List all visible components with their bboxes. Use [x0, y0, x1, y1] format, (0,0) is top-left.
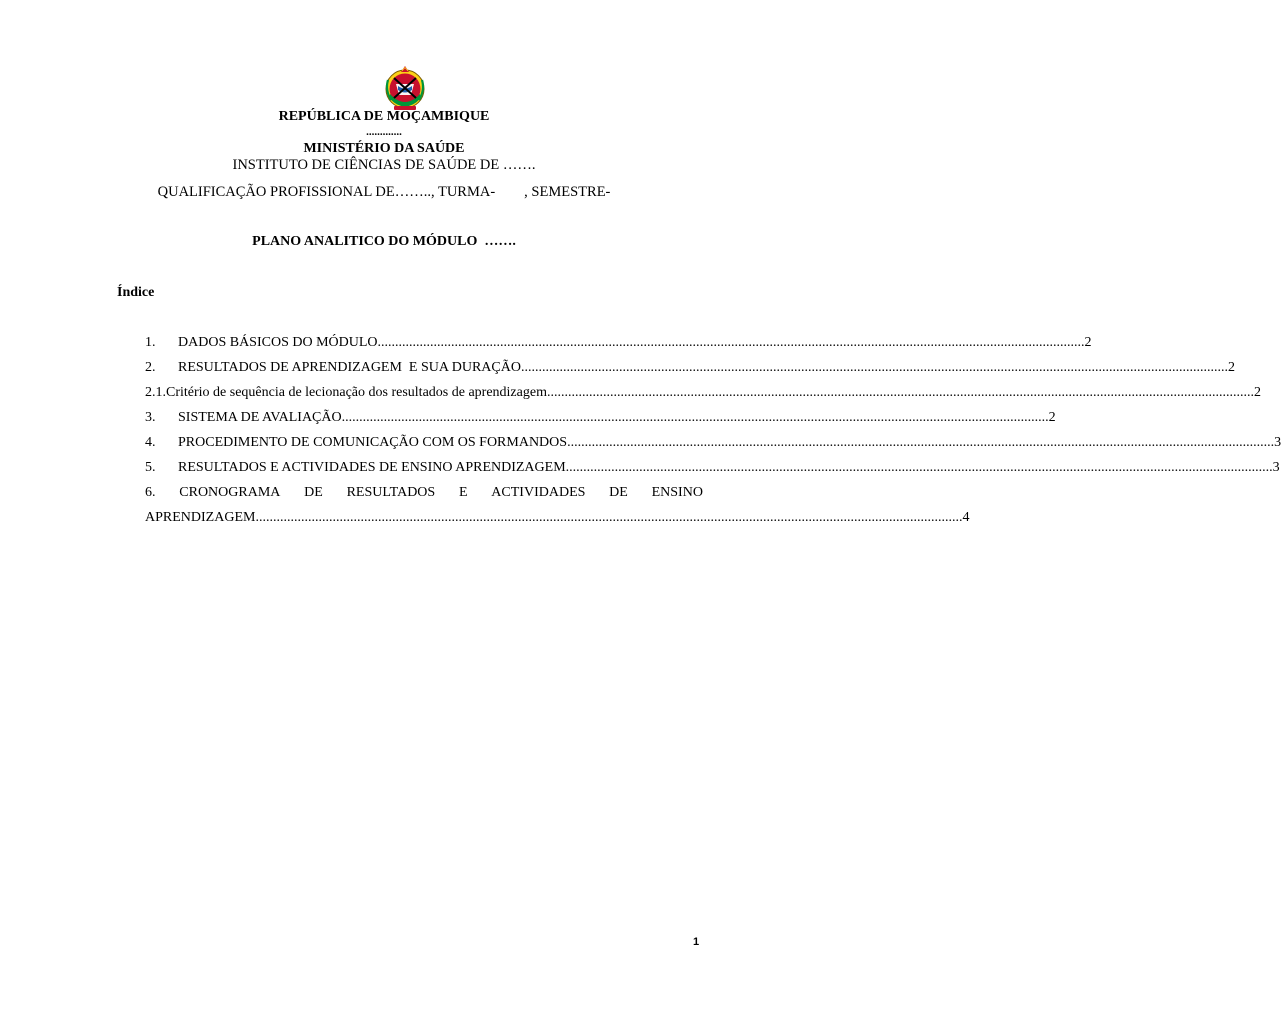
- toc-entry-number: 2.1.: [145, 385, 166, 400]
- toc-entry-page: 3: [1274, 435, 1281, 450]
- toc-entry-6-line-2[interactable]: [145, 510, 970, 526]
- toc-entry-5[interactable]: [145, 460, 1280, 476]
- toc-entry-title: PROCEDIMENTO DE COMUNICAÇÃO COM OS FORMANDOS: [178, 435, 568, 450]
- toc-entry-word: RESULTADOS: [346, 485, 436, 500]
- page-number: 1: [693, 936, 700, 948]
- toc-entry-page: 2: [1227, 360, 1235, 375]
- toc-entry-3[interactable]: [145, 410, 1056, 426]
- toc-entry-page: 2: [1084, 335, 1092, 350]
- toc-entry-number: 6.: [145, 485, 156, 500]
- toc-entry-6-line-1[interactable]: [145, 485, 703, 501]
- toc-entry-page: 3: [1272, 460, 1280, 475]
- toc-entry-number: 3.: [145, 410, 156, 425]
- toc-entry-title: RESULTADOS DE APRENDIZAGEM E SUA DURAÇÃO: [178, 360, 521, 375]
- toc-dot-leader: ..........................................................................................................................................................................................................: [520, 360, 1228, 375]
- index-heading: Índice: [117, 285, 155, 300]
- ministry-heading: MINISTÉRIO DA SAÚDE: [303, 141, 465, 156]
- toc-entry-title: SISTEMA DE AVALIAÇÃO: [178, 410, 342, 425]
- toc-entry-word: E: [458, 485, 468, 500]
- republic-heading: REPÚBLICA DE MOÇAMBIQUE: [278, 109, 490, 124]
- plan-title: PLANO ANALITICO DO MÓDULO …….: [252, 234, 516, 249]
- toc-dot-leader: ..........................................................................................................................................................................................................: [567, 435, 1275, 450]
- toc-entry-2-1[interactable]: [145, 385, 1261, 401]
- mozambique-coat-of-arms-icon: [382, 64, 428, 112]
- toc-entry-word: DE: [304, 485, 323, 500]
- toc-dot-leader: ..........................................................................................................................................................................................................: [377, 335, 1085, 350]
- toc-entry-number: 5.: [145, 460, 156, 475]
- toc-entry-1[interactable]: [145, 335, 1092, 351]
- qualification-line: QUALIFICAÇÃO PROFISSIONAL DE…….., TURMA- , SEMESTRE-: [157, 184, 611, 200]
- toc-entry-number: 2.: [145, 360, 156, 375]
- toc-entry-title: RESULTADOS E ACTIVIDADES DE ENSINO APRENDIZAGEM: [178, 460, 566, 475]
- toc-entry-4[interactable]: [145, 435, 1281, 451]
- toc-entry-page: 2: [1253, 385, 1261, 400]
- toc-entry-word: ENSINO: [651, 485, 703, 500]
- institute-line: INSTITUTO DE CIÊNCIAS DE SAÚDE DE …….: [232, 157, 536, 173]
- toc-entry-page: 2: [1048, 410, 1056, 425]
- toc-entry-word: CRONOGRAMA: [179, 485, 281, 500]
- toc-dot-leader: ..........................................................................................................................................................................................................: [255, 510, 963, 525]
- header-dots: .............: [366, 126, 402, 138]
- toc-entry-title: Critério de sequência de lecionação dos resultados de aprendizagem: [166, 385, 547, 400]
- toc-dot-leader: ..........................................................................................................................................................................................................: [341, 410, 1049, 425]
- toc-entry-2[interactable]: [145, 360, 1235, 376]
- toc-dot-leader: ..........................................................................................................................................................................................................: [565, 460, 1273, 475]
- toc-entry-word: ACTIVIDADES: [491, 485, 586, 500]
- toc-entry-title: DADOS BÁSICOS DO MÓDULO: [178, 335, 378, 350]
- toc-entry-number: 4.: [145, 435, 156, 450]
- toc-dot-leader: ..........................................................................................................................................................................................................: [546, 385, 1254, 400]
- toc-entry-page: 4: [962, 510, 970, 525]
- toc-entry-word: DE: [609, 485, 628, 500]
- toc-entry-number: 1.: [145, 335, 156, 350]
- toc-entry-title: APRENDIZAGEM: [145, 510, 256, 525]
